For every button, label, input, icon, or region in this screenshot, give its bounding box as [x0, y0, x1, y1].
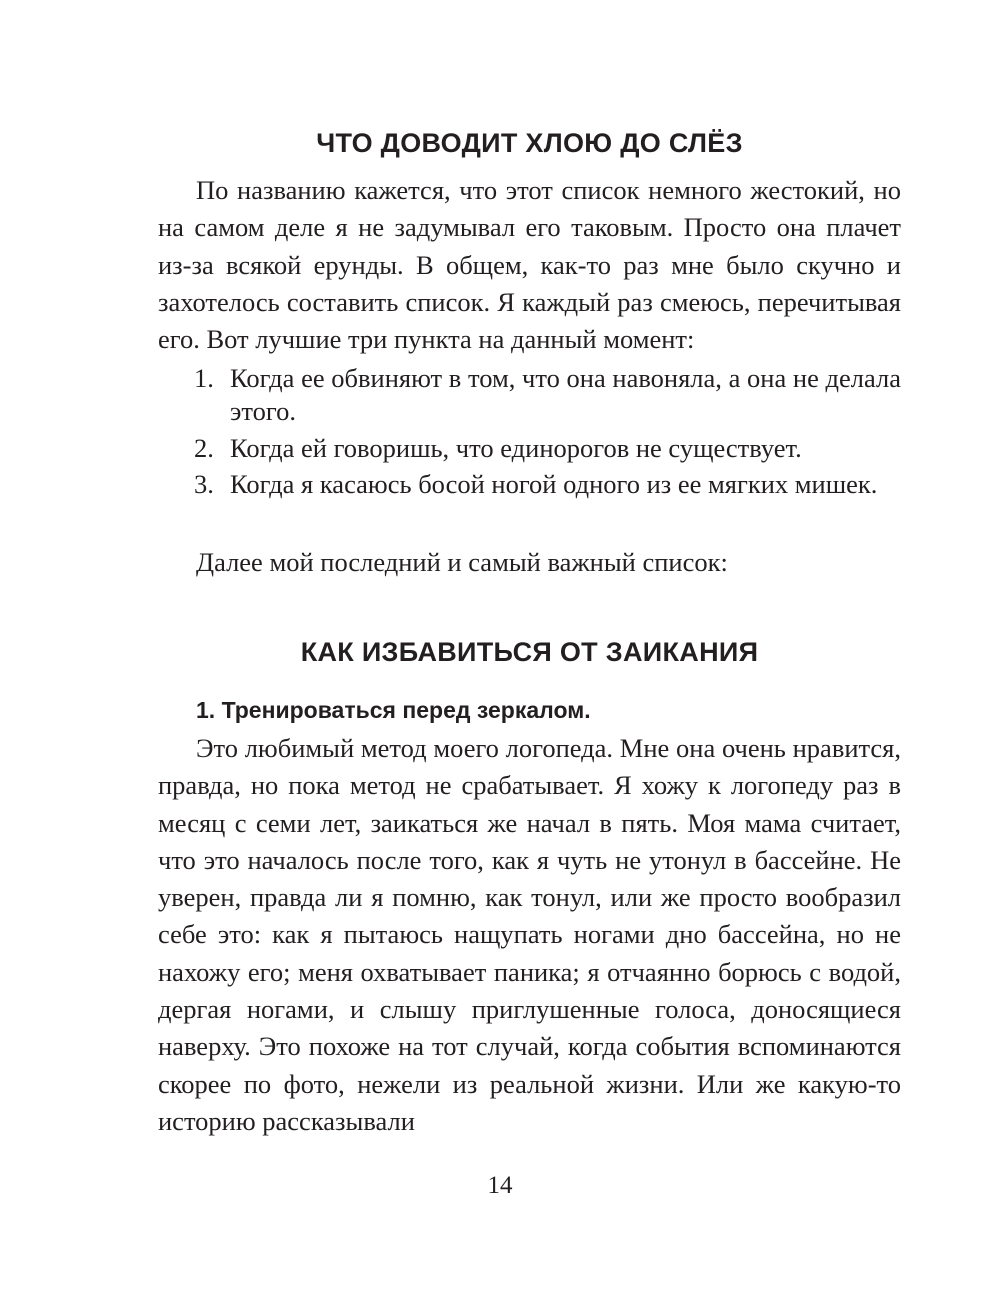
list-item-number: 1.: [194, 363, 214, 393]
method-subheading: 1. Тренироваться перед зеркалом.: [196, 697, 591, 723]
section-heading-chloe-tears: ЧТО ДОВОДИТ ХЛОЮ ДО СЛЁЗ: [316, 128, 743, 158]
closing-line: Далее мой последний и самый важный список:: [196, 547, 728, 577]
list-item: [158, 362, 901, 428]
list-item-text: Когда ее обвиняют в том, что она навоняла, а она не делала этого.: [230, 363, 901, 426]
list-item-text: Когда ей говоришь, что единорогов не существует.: [230, 432, 802, 463]
list-item: [158, 432, 901, 465]
method-paragraph: Это любимый метод моего логопеда. Мне она очень нравится, правда, но пока метод не срабатывает. Я хожу к логопеду раз в месяц с семи лет, заикаться же начал в пять. Моя мама считает, что это началось после того, как я чуть не утонул в бассейне. Не уверен, правда ли я помню, как тонул, или же просто вообразил себе это: как я пытаюсь нащупать ногами дно бассейна, но не нахожу его; меня охватывает паника; я отчаянно борюсь с водой, дергая ногами, и слышу приглушенные голоса, доносящиеся наверху. Это похоже на тот случай, когда события вспоминаются скорее по фото, нежели из реальной жизни. Или же какую-то историю рассказывали: [158, 733, 901, 1136]
page-number: 14: [487, 1172, 513, 1199]
list-item: [158, 468, 901, 501]
list-item-number: 2.: [194, 432, 214, 463]
tears-list: [158, 362, 901, 505]
list-item-number: 3.: [194, 469, 214, 499]
section-heading-stuttering: КАК ИЗБАВИТЬСЯ ОТ ЗАИКАНИЯ: [300, 637, 759, 667]
intro-paragraph: По названию кажется, что этот список немного жестокий, но на самом деле я не задумывал его таковым. Просто она плачет из-за всякой ерунды. В общем, как-то раз мне было скучно и захотелось составить список. Я каждый раз смеюсь, перечитывая его. Вот лучшие три пункта на данный момент:: [158, 175, 901, 355]
list-item-text: Когда я касаюсь босой ногой одного из ее мягких мишек.: [230, 469, 878, 499]
